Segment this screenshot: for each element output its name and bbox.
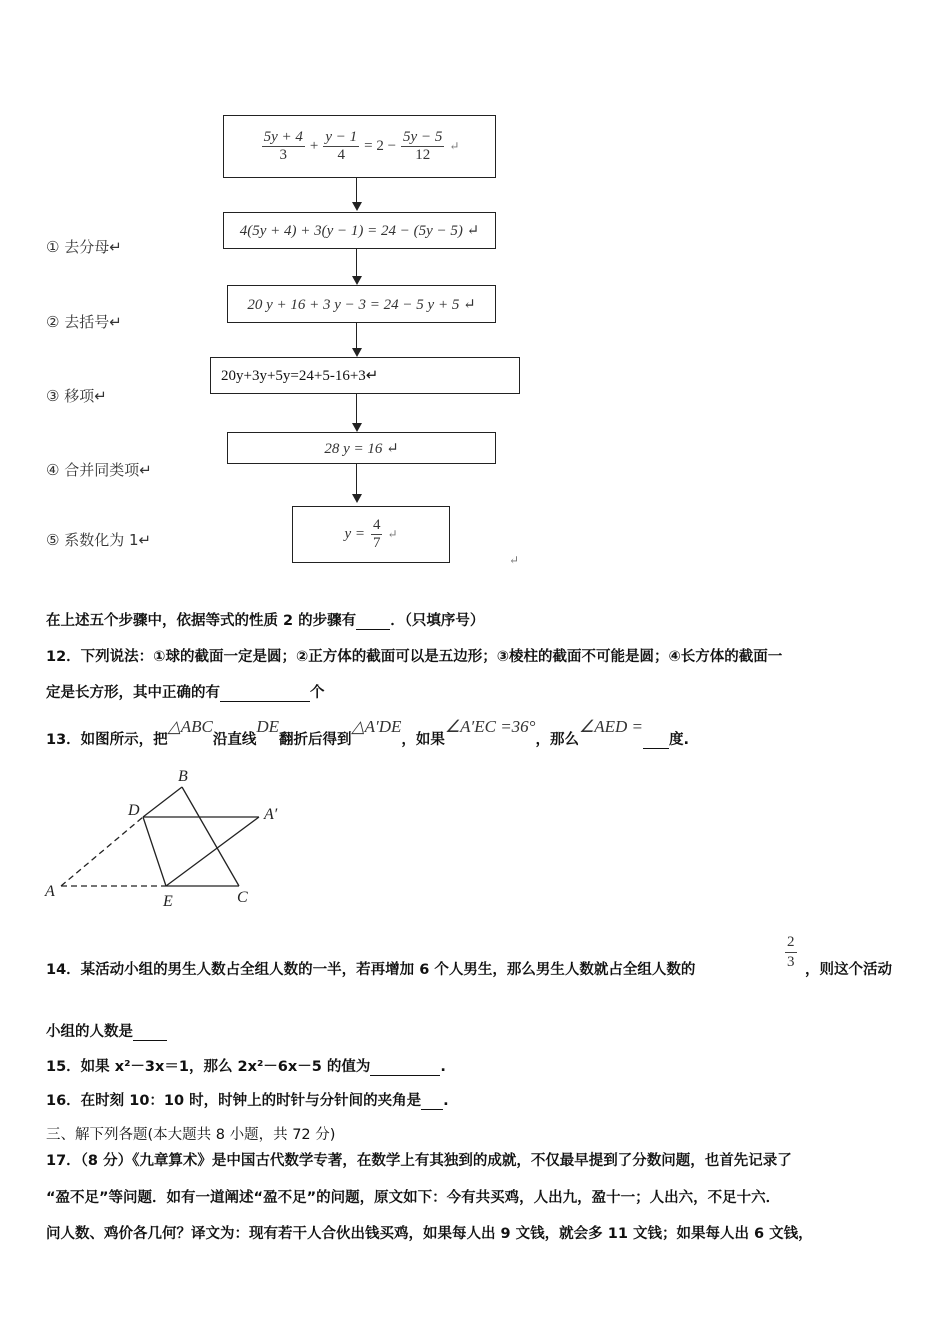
q16-text: 16．在时刻 10：10 时，时钟上的时针与分针间的夹角是: [46, 1093, 422, 1109]
q13-end: 度.: [669, 732, 690, 748]
equals-two-minus: = 2 −: [364, 138, 397, 154]
solution-denominator: 7: [372, 535, 381, 551]
step-label-2: ② 去括号↵: [46, 313, 122, 331]
flow-box-step4: [227, 432, 496, 464]
label-point-d: D: [128, 802, 140, 819]
answer-blank: [356, 613, 390, 630]
solution-fraction: [371, 517, 383, 552]
segment-ad-dashed: [61, 817, 143, 886]
flow-box-original-equation: [223, 115, 496, 178]
step-label-4: ④ 合并同类项↵: [46, 461, 152, 479]
q13-part1: 13．如图所示，把: [46, 732, 168, 748]
step-label-5: ⑤ 系数化为 1↵: [46, 531, 152, 549]
flow-arrowhead-1: [352, 202, 362, 211]
q13-part3: 翻折后得到: [279, 732, 352, 748]
q15-line: [46, 1055, 446, 1076]
flow-arrow-3: [356, 323, 357, 349]
segment-a-prime-e: [166, 817, 259, 886]
q13-part4: ，如果: [401, 732, 445, 748]
fraction-1: [262, 129, 305, 164]
q14-line2-text: 小组的人数是: [46, 1024, 133, 1040]
label-point-e: E: [163, 893, 173, 910]
flow-arrowhead-2: [352, 276, 362, 285]
flow-box-step2-text: 20 y + 16 + 3 y − 3 = 24 − 5 y + 5 ↵: [247, 296, 476, 313]
q17-line3: 问人数、鸡价各几何？译文为：现有若干人合伙出钱买鸡，如果每人出 9 文钱，就会多 11 文钱；如果每人出 6 文钱，: [46, 1226, 813, 1242]
q13-angle-asked: ∠AED =: [578, 717, 643, 736]
q13-part5: ，那么: [535, 732, 579, 748]
q14-fraction-denominator: 3: [787, 954, 795, 970]
fraction-1-denominator: 3: [279, 147, 287, 163]
flow-arrow-2: [356, 249, 357, 276]
q12-end: 个: [310, 685, 325, 701]
step-label-1: ① 去分母↵: [46, 238, 122, 256]
label-point-b: B: [178, 768, 188, 785]
q17-line1: 17．（8 分）《九章算术》是中国古代数学专著，在数学上有其独到的成就，不仅最早提到了分数问题，也首先记录了: [46, 1153, 792, 1169]
flow-box-step5: [292, 506, 450, 563]
flow-arrowhead-4: [352, 423, 362, 432]
q13-part2: 沿直线: [212, 732, 257, 748]
flow-box-step2: [227, 285, 496, 323]
q15-end: .: [440, 1059, 446, 1075]
answer-blank: [421, 1093, 443, 1110]
section-three-heading: 三、解下列各题(本大题共 8 小题，共 72 分): [46, 1127, 336, 1143]
q12-line2: [46, 681, 325, 702]
answer-blank: [643, 732, 669, 749]
q14-line2: [46, 1020, 167, 1041]
q14-fraction-numerator: 2: [785, 933, 797, 953]
q13-triangle-aprime-de: △A′DE: [351, 717, 402, 736]
segment-db: [143, 787, 182, 817]
flow-arrow-1: [356, 178, 357, 203]
plus-sign: +: [309, 138, 319, 154]
step-label-3: ③ 移项↵: [46, 387, 107, 405]
flow-box-step3-text: 20y+3y+5y=24+5-16+3↵: [221, 368, 379, 384]
q16-line: [46, 1089, 449, 1110]
fraction-2: [323, 129, 359, 164]
fraction-1-numerator: 5y + 4: [263, 129, 303, 145]
q11-tail: [46, 609, 484, 630]
flow-arrow-4: [356, 394, 357, 424]
q14-line1-end: ，则这个活动: [805, 962, 892, 978]
q12-text: 定是长方形，其中正确的有: [46, 685, 220, 701]
flow-box-step3: [210, 357, 520, 394]
answer-blank: [220, 685, 310, 702]
q11-end: ．（只填序号）: [390, 613, 485, 629]
flow-box-step4-text: 28 y = 16 ↵: [324, 440, 399, 457]
q13-angle-given: ∠A′EC =36°: [444, 717, 536, 736]
fraction-3-denominator: 12: [415, 147, 431, 163]
flow-box-step1-text: 4(5y + 4) + 3(y − 1) = 24 − (5y − 5) ↵: [239, 223, 480, 239]
answer-blank: [133, 1024, 167, 1041]
return-mark: ↵: [387, 527, 398, 541]
flow-arrowhead-5: [352, 494, 362, 503]
flow-box-step1: [223, 212, 496, 249]
q15-text: 15．如果 x²－3x＝1，那么 2x²－6x－5 的值为: [46, 1059, 371, 1075]
fraction-2-denominator: 4: [337, 147, 345, 163]
label-point-c: C: [237, 889, 248, 906]
flow-arrow-5: [356, 464, 357, 495]
q13-line-de: DE: [256, 717, 280, 736]
q11-text: 在上述五个步骤中，依据等式的性质 2 的步骤有: [46, 613, 357, 629]
return-mark: ↵: [449, 139, 460, 153]
q13-line: [46, 716, 690, 748]
segment-bc: [182, 787, 239, 886]
segment-de: [143, 817, 166, 886]
solution-lhs: y =: [344, 526, 365, 542]
q13-triangle-abc: △ABC: [167, 717, 213, 736]
q14-line1: [46, 958, 695, 979]
solution-numerator: 4: [372, 517, 381, 533]
q17-line2: “盈不足”等问题．如有一道阐述“盈不足”的问题，原文如下：今有共买鸡，人出九，盈十一；人出六，不足十六．: [46, 1190, 781, 1206]
q14-text: 14．某活动小组的男生人数占全组人数的一半，若再增加 6 个人男生，那么男生人数就占全组人数的: [46, 962, 696, 978]
q14-fraction: [785, 933, 797, 972]
q12-line1: 12．下列说法：①球的截面一定是圆；②正方体的截面可以是五边形；③棱柱的截面不可能是圆；④长方体的截面一: [46, 649, 783, 665]
flow-arrowhead-3: [352, 348, 362, 357]
answer-blank: [370, 1059, 440, 1076]
trailing-return-mark: ↵: [509, 553, 520, 567]
fraction-3-numerator: 5y − 5: [403, 129, 443, 145]
label-point-a: A: [45, 883, 55, 900]
fraction-3: [401, 129, 444, 164]
fraction-2-numerator: y − 1: [325, 129, 358, 145]
label-point-a-prime: A′: [264, 806, 278, 823]
q16-end: .: [443, 1093, 449, 1109]
